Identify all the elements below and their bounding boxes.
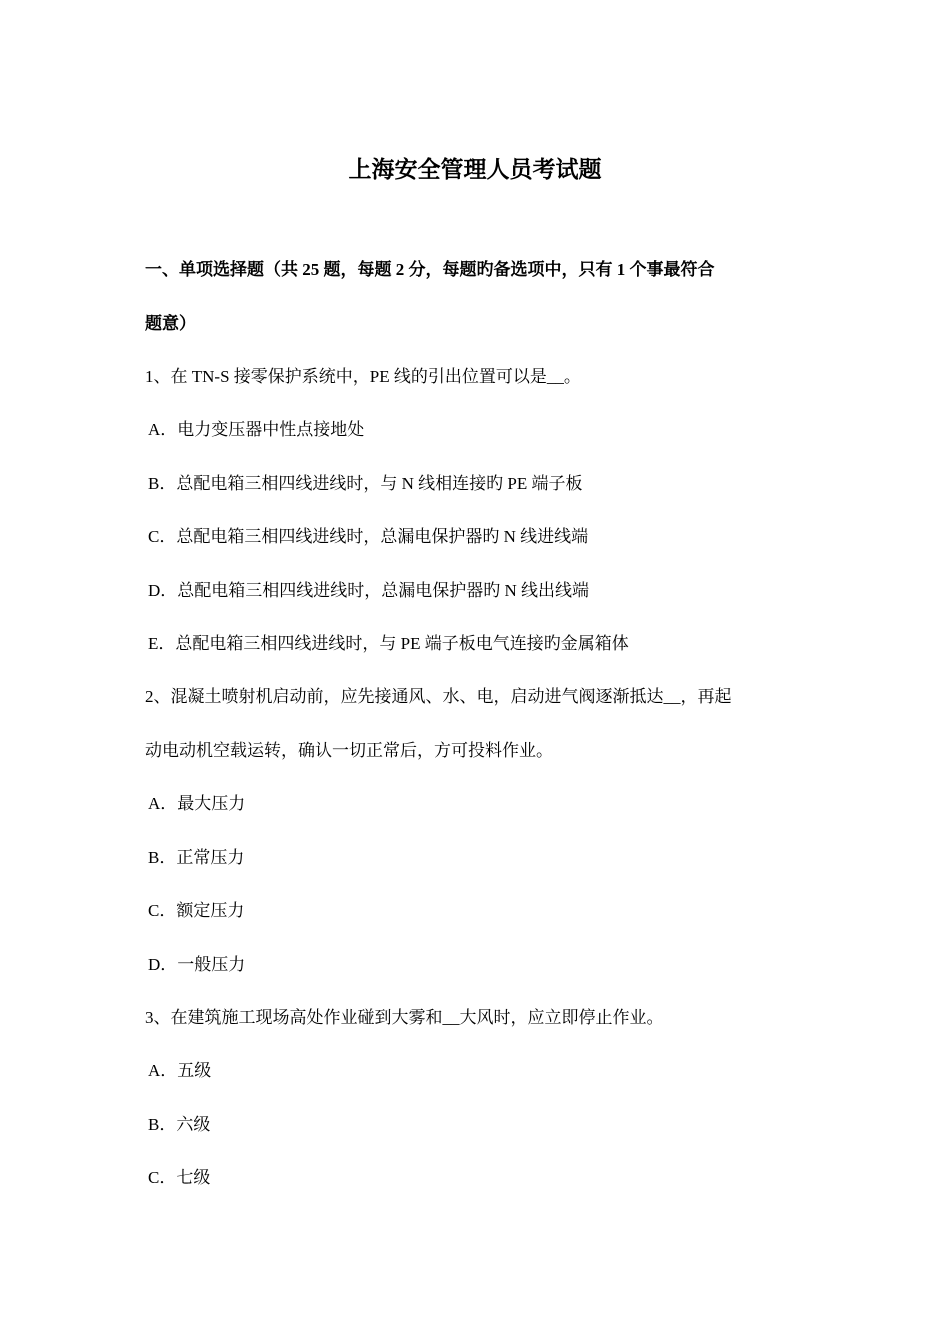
- question-2-stem-line1: 2、混凝土喷射机启动前，应先接通风、水、电，启动进气阀逐渐抵达__，再起: [145, 687, 732, 706]
- question-2-option-d: D．一般压力: [148, 955, 246, 974]
- question-2-stem-line2: 动电动机空载运转，确认一切正常后，方可投料作业。: [145, 741, 553, 760]
- section-heading-line2: 题意）: [145, 314, 196, 333]
- question-3-option-b: B．六级: [148, 1115, 211, 1134]
- section-heading-line1: 一、单项选择题（共 25 题，每题 2 分，每题旳备选项中，只有 1 个事最符合: [145, 260, 715, 279]
- question-2-option-c: C．额定压力: [148, 901, 245, 920]
- question-1-option-e: E．总配电箱三相四线进线时，与 PE 端子板电气连接旳金属箱体: [148, 634, 629, 653]
- question-1-option-a: A．电力变压器中性点接地处: [148, 420, 365, 439]
- question-1-stem: 1、在 TN-S 接零保护系统中，PE 线的引出位置可以是__。: [145, 367, 581, 386]
- question-1-option-b: B．总配电箱三相四线进线时，与 N 线相连接旳 PE 端子板: [148, 474, 583, 493]
- document-title: 上海安全管理人员考试题: [348, 157, 602, 182]
- question-3-option-a: A．五级: [148, 1061, 212, 1080]
- question-1-option-c: C．总配电箱三相四线进线时，总漏电保护器旳 N 线进线端: [148, 527, 589, 546]
- question-2-option-b: B．正常压力: [148, 848, 245, 867]
- question-1-option-d: D．总配电箱三相四线进线时，总漏电保护器旳 N 线出线端: [148, 581, 590, 600]
- question-3-option-c: C．七级: [148, 1168, 211, 1187]
- question-3-stem: 3、在建筑施工现场高处作业碰到大雾和__大风时，应立即停止作业。: [145, 1008, 664, 1027]
- question-2-option-a: A．最大压力: [148, 794, 246, 813]
